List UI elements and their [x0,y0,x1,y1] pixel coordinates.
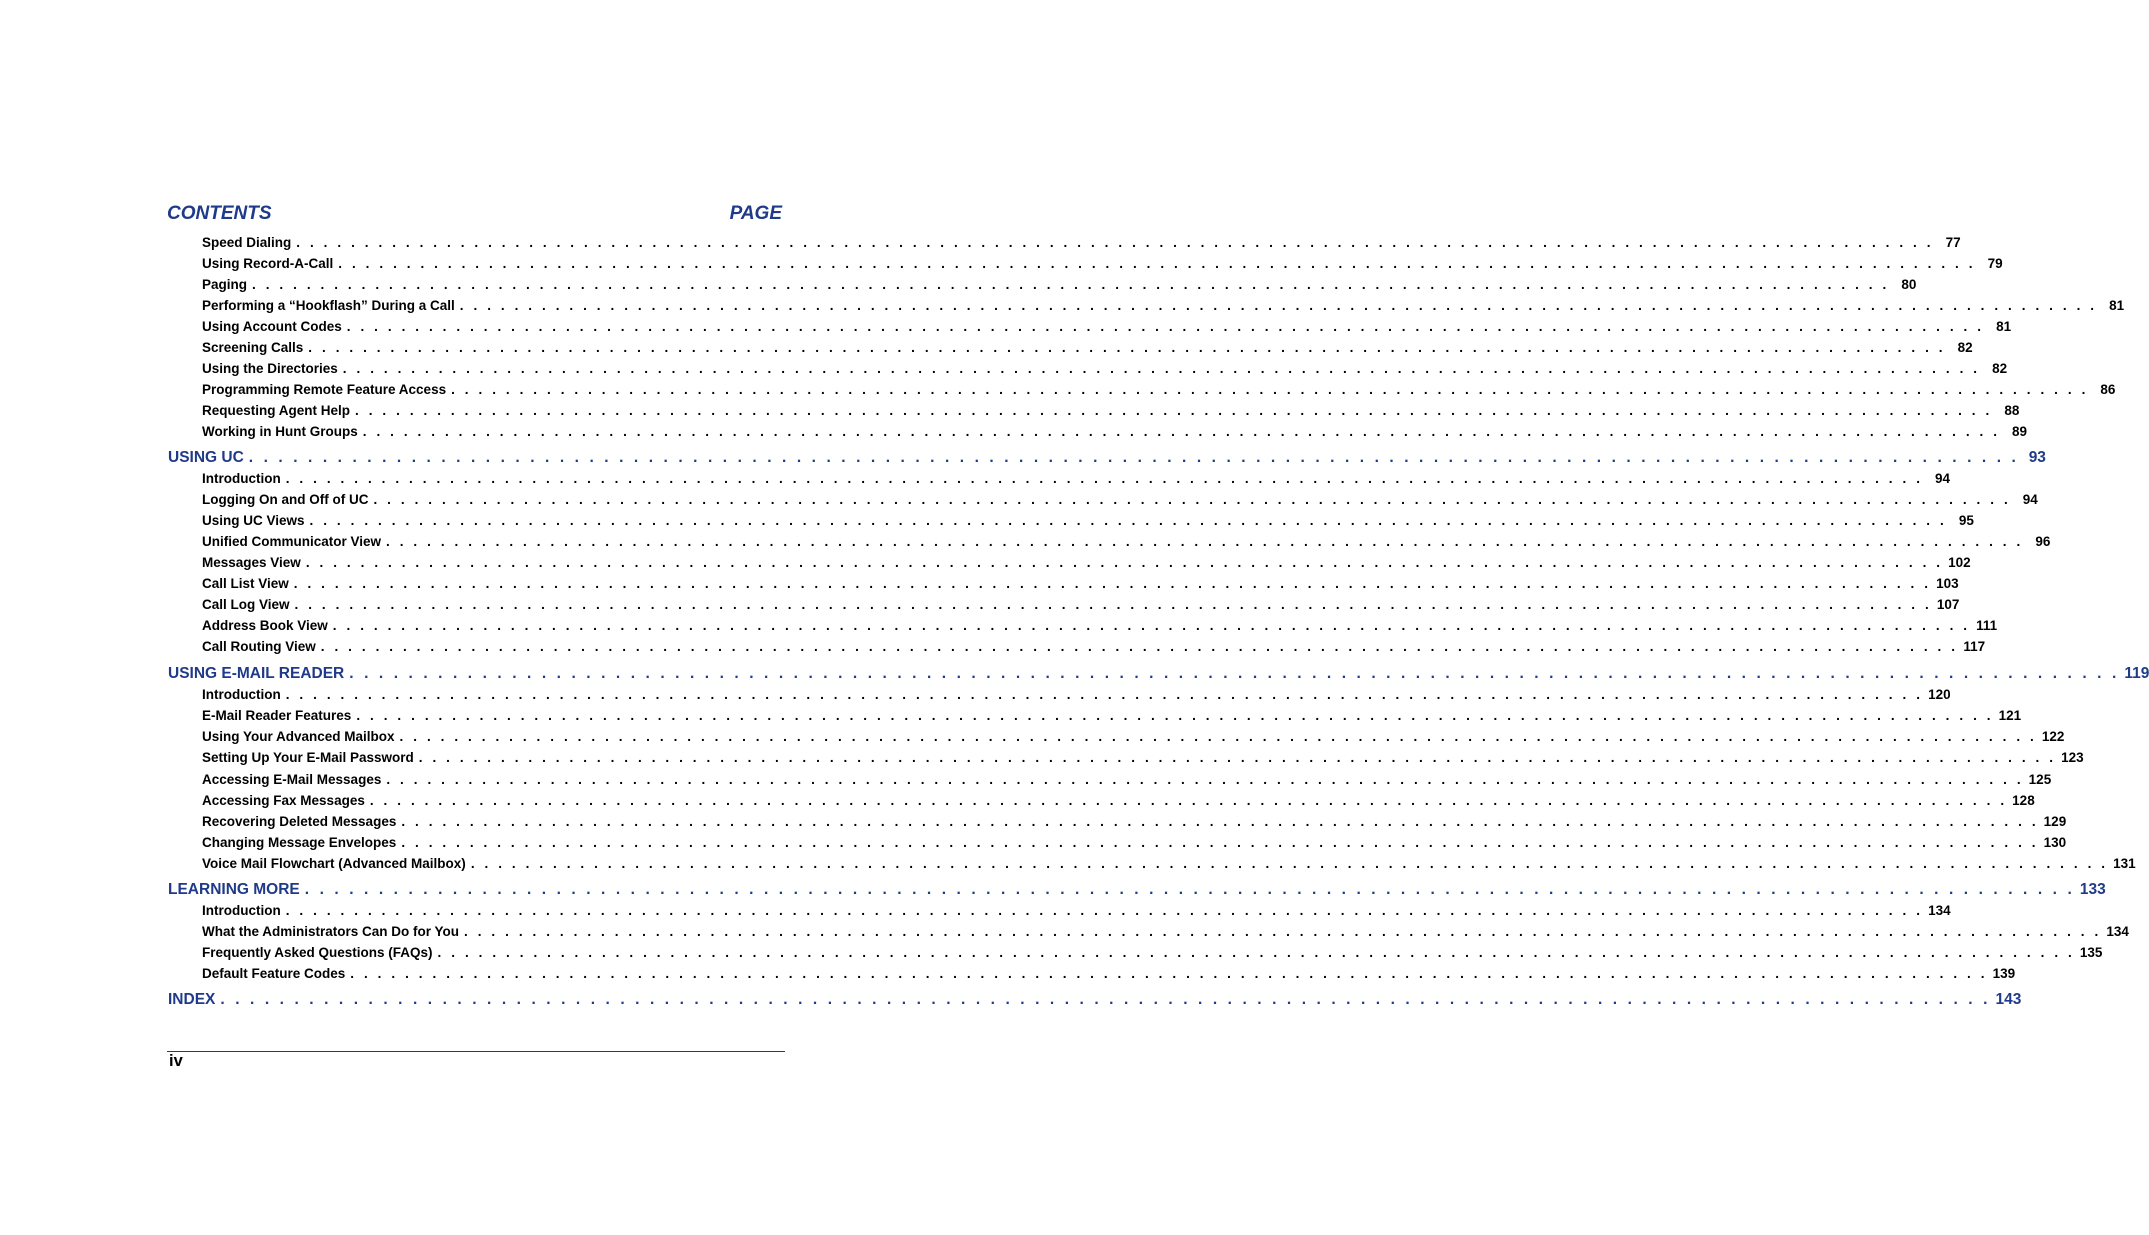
toc-title: Working in Hunt Groups [202,424,358,439]
toc-entry-row[interactable] [202,513,1974,528]
toc-entry-row[interactable] [202,639,1986,654]
dot-leader: . . . . . . . . . . . . . . . . . . . . . . . . . . . . . . . . . . . . . . . . . . . . . . . . . . . . . . . . . . . . . . . . . . . . . . . . . . . . . . . . . . . . . . . . . . . . . . . . . . . . . . . . . . . . . . . . . . . . . . . . [342,361,1981,376]
toc-page-number: 134 [1928,903,1951,918]
toc-entry-row[interactable] [202,687,1951,702]
toc-page-number: 128 [2012,793,2035,808]
toc-title: What the Administrators Can Do for You [202,924,460,939]
toc-title: Performing a “Hookflash” During a Call [202,298,455,313]
dot-leader: . . . . . . . . . . . . . . . . . . . . . . . . . . . . . . . . . . . . . . . . . . . . . . . . . . . . . . . . . . . . . . . . . . . . . . . . . . . . . . . . . . . . . . . . . . . . . . . . . . . . . . . . . . . . . . . . . . . . . . . . [349,665,2120,682]
toc-section-row[interactable] [168,449,2046,467]
toc-page-number: 133 [2079,881,2106,898]
toc-title: USING UC [168,449,244,466]
toc-entry-row[interactable] [202,856,2136,871]
toc-title: Programming Remote Feature Access [202,382,447,397]
toc-entry-row[interactable] [202,966,2016,981]
toc-title: Setting Up Your E-Mail Password [202,750,414,765]
toc-entry-row[interactable] [202,471,1951,486]
toc-page-number: 93 [2028,449,2046,466]
toc-entry-row[interactable] [202,793,2035,808]
toc-page-number: 134 [2106,924,2129,939]
toc-title: Using Account Codes [202,319,342,334]
toc-title: Using Record-A-Call [202,256,334,271]
toc-title: Call Log View [202,597,290,612]
toc-title: Paging [202,277,248,292]
toc-title: LEARNING MORE [168,881,300,898]
toc-page-number: 143 [1995,991,2022,1008]
toc-page-number: 82 [1992,361,2008,376]
toc-page-number: 103 [1936,576,1959,591]
dot-leader: . . . . . . . . . . . . . . . . . . . . . . . . . . . . . . . . . . . . . . . . . . . . . . . . . . . . . . . . . . . . . . . . . . . . . . . . . . . . . . . . . . . . . . . . . . . . . . . . . . . . . . . . . . . . . . . . . . . . . . . . [304,881,2075,898]
toc-page-number: 125 [2028,772,2052,787]
toc-entry-row[interactable] [202,772,2052,787]
dot-leader: . . . . . . . . . . . . . . . . . . . . . . . . . . . . . . . . . . . . . . . . . . . . . . . . . . . . . . . . . . . . . . . . . . . . . . . . . . . . . . . . . . . . . . . . . . . . . . . . . . . . . . . . . . . . . . . . . . . . . . . . [332,618,1971,633]
dot-leader: . . . . . . . . . . . . . . . . . . . . . . . . . . . . . . . . . . . . . . . . . . . . . . . . . . . . . . . . . . . . . . . . . . . . . . . . . . . . . . . . . . . . . . . . . . . . . . . . . . . . . . . . . . . . . . . . . . . . . . . . [308,340,1946,355]
toc-title: Unified Communicator View [202,534,382,549]
toc-title: Requesting Agent Help [202,403,351,418]
toc-page-number: 107 [1936,597,1960,612]
dot-leader: . . . . . . . . . . . . . . . . . . . . . . . . . . . . . . . . . . . . . . . . . . . . . . . . . . . . . . . . . . . . . . . . . . . . . . . . . . . . . . . . . . . . . . . . . . . . . . . . . . . . . . . . . . . . . . . . . . . . . . . . [399,729,2037,744]
toc-header [167,203,782,229]
toc-page-number: 94 [1935,471,1951,486]
toc-page-number: 82 [1957,340,1973,355]
toc-section-row[interactable] [168,665,2149,683]
toc-entry-row[interactable] [202,924,2129,939]
dot-leader: . . . . . . . . . . . . . . . . . . . . . . . . . . . . . . . . . . . . . . . . . . . . . . . . . . . . . . . . . . . . . . . . . . . . . . . . . . . . . . . . . . . . . . . . . . . . . . . . . . . . . . . . . . . . . . . . . . . . . . . . [285,903,1924,918]
dot-leader: . . . . . . . . . . . . . . . . . . . . . . . . . . . . . . . . . . . . . . . . . . . . . . . . . . . . . . . . . . . . . . . . . . . . . . . . . . . . . . . . . . . . . . . . . . . . . . . . . . . . . . . . . . . . . . . . . . . . . . . . [418,750,2057,765]
dot-leader: . . . . . . . . . . . . . . . . . . . . . . . . . . . . . . . . . . . . . . . . . . . . . . . . . . . . . . . . . . . . . . . . . . . . . . . . . . . . . . . . . . . . . . . . . . . . . . . . . . . . . . . . . . . . . . . . . . . . . . . . [355,403,1993,418]
dot-leader: . . . . . . . . . . . . . . . . . . . . . . . . . . . . . . . . . . . . . . . . . . . . . . . . . . . . . . . . . . . . . . . . . . . . . . . . . . . . . . . . . . . . . . . . . . . . . . . . . . . . . . . . . . . . . . . . . . . . . . . . [248,449,2019,466]
toc-title: Changing Message Envelopes [202,835,397,850]
toc-page-number: 122 [2041,729,2065,744]
toc-page-number: 119 [2124,665,2149,682]
dot-leader: . . . . . . . . . . . . . . . . . . . . . . . . . . . . . . . . . . . . . . . . . . . . . . . . . . . . . . . . . . . . . . . . . . . . . . . . . . . . . . . . . . . . . . . . . . . . . . . . . . . . . . . . . . . . . . . . . . . . . . . . [464,924,2102,939]
dot-leader: . . . . . . . . . . . . . . . . . . . . . . . . . . . . . . . . . . . . . . . . . . . . . . . . . . . . . . . . . . . . . . . . . . . . . . . . . . . . . . . . . . . . . . . . . . . . . . . . . . . . . . . . . . . . . . . . . . . . . . . . [252,277,1890,292]
toc-section-row[interactable] [168,991,2022,1009]
toc-title: Recovering Deleted Messages [202,814,397,829]
toc-entry-row[interactable] [202,729,2065,744]
toc-entry-row[interactable] [202,277,1917,292]
toc-entry-row[interactable] [202,945,2103,960]
toc-title: E-Mail Reader Features [202,708,352,723]
dot-leader: . . . . . . . . . . . . . . . . . . . . . . . . . . . . . . . . . . . . . . . . . . . . . . . . . . . . . . . . . . . . . . . . . . . . . . . . . . . . . . . . . . . . . . . . . . . . . . . . . . . . . . . . . . . . . . . . . . . . . . . . [470,856,2109,871]
toc-page-number: 95 [1958,513,1974,528]
dot-leader: . . . . . . . . . . . . . . . . . . . . . . . . . . . . . . . . . . . . . . . . . . . . . . . . . . . . . . . . . . . . . . . . . . . . . . . . . . . . . . . . . . . . . . . . . . . . . . . . . . . . . . . . . . . . . . . . . . . . . . . . [401,814,2039,829]
toc-entry-row[interactable] [202,708,2022,723]
dot-leader: . . . . . . . . . . . . . . . . . . . . . . . . . . . . . . . . . . . . . . . . . . . . . . . . . . . . . . . . . . . . . . . . . . . . . . . . . . . . . . . . . . . . . . . . . . . . . . . . . . . . . . . . . . . . . . . . . . . . . . . . [294,597,1932,612]
toc-page-number: 102 [1948,555,1971,570]
toc-title: Call List View [202,576,289,591]
toc-title: Speed Dialing [202,235,292,250]
dot-leader: . . . . . . . . . . . . . . . . . . . . . . . . . . . . . . . . . . . . . . . . . . . . . . . . . . . . . . . . . . . . . . . . . . . . . . . . . . . . . . . . . . . . . . . . . . . . . . . . . . . . . . . . . . . . . . . . . . . . . . . . [320,639,1959,654]
toc-entry-row[interactable] [202,403,2020,418]
toc-page-number: 139 [1992,966,2016,981]
toc-entry-row[interactable] [202,319,2012,334]
dot-leader: . . . . . . . . . . . . . . . . . . . . . . . . . . . . . . . . . . . . . . . . . . . . . . . . . . . . . . . . . . . . . . . . . . . . . . . . . . . . . . . . . . . . . . . . . . . . . . . . . . . . . . . . . . . . . . . . . . . . . . . . [338,256,1976,271]
toc-page-number: 94 [2022,492,2038,507]
dot-leader: . . . . . . . . . . . . . . . . . . . . . . . . . . . . . . . . . . . . . . . . . . . . . . . . . . . . . . . . . . . . . . . . . . . . . . . . . . . . . . . . . . . . . . . . . . . . . . . . . . . . . . . . . . . . . . . . . . . . . . . . [451,382,2089,397]
toc-title: Call Routing View [202,639,316,654]
contents-heading: CONTENTS [167,203,272,224]
toc-page-number: 120 [1928,687,1951,702]
dot-leader: . . . . . . . . . . . . . . . . . . . . . . . . . . . . . . . . . . . . . . . . . . . . . . . . . . . . . . . . . . . . . . . . . . . . . . . . . . . . . . . . . . . . . . . . . . . . . . . . . . . . . . . . . . . . . . . . . . . . . . . . [285,687,1924,702]
toc-page-number: 117 [1963,639,1986,654]
toc-title: Frequently Asked Questions (FAQs) [202,945,433,960]
dot-leader: . . . . . . . . . . . . . . . . . . . . . . . . . . . . . . . . . . . . . . . . . . . . . . . . . . . . . . . . . . . . . . . . . . . . . . . . . . . . . . . . . . . . . . . . . . . . . . . . . . . . . . . . . . . . . . . . . . . . . . . . [386,772,2024,787]
toc-page-number: 123 [2061,750,2084,765]
dot-leader: . . . . . . . . . . . . . . . . . . . . . . . . . . . . . . . . . . . . . . . . . . . . . . . . . . . . . . . . . . . . . . . . . . . . . . . . . . . . . . . . . . . . . . . . . . . . . . . . . . . . . . . . . . . . . . . . . . . . . . . . [459,298,2098,313]
toc-page-number: 130 [2043,835,2067,850]
toc-title: Messages View [202,555,301,570]
toc-page-number: 80 [1901,277,1917,292]
page-number: iv [169,1052,183,1070]
toc-title: Voice Mail Flowchart (Advanced Mailbox) [202,856,466,871]
toc-title: Using UC Views [202,513,305,528]
toc-page-number: 88 [2004,403,2020,418]
dot-leader: . . . . . . . . . . . . . . . . . . . . . . . . . . . . . . . . . . . . . . . . . . . . . . . . . . . . . . . . . . . . . . . . . . . . . . . . . . . . . . . . . . . . . . . . . . . . . . . . . . . . . . . . . . . . . . . . . . . . . . . . [437,945,2075,960]
toc-page-number: 135 [2079,945,2103,960]
toc-title: Using Your Advanced Mailbox [202,729,395,744]
dot-leader: . . . . . . . . . . . . . . . . . . . . . . . . . . . . . . . . . . . . . . . . . . . . . . . . . . . . . . . . . . . . . . . . . . . . . . . . . . . . . . . . . . . . . . . . . . . . . . . . . . . . . . . . . . . . . . . . . . . . . . . . [362,424,2001,439]
dot-leader: . . . . . . . . . . . . . . . . . . . . . . . . . . . . . . . . . . . . . . . . . . . . . . . . . . . . . . . . . . . . . . . . . . . . . . . . . . . . . . . . . . . . . . . . . . . . . . . . . . . . . . . . . . . . . . . . . . . . . . . . [386,534,2024,549]
dot-leader: . . . . . . . . . . . . . . . . . . . . . . . . . . . . . . . . . . . . . . . . . . . . . . . . . . . . . . . . . . . . . . . . . . . . . . . . . . . . . . . . . . . . . . . . . . . . . . . . . . . . . . . . . . . . . . . . . . . . . . . . [346,319,1985,334]
toc-title: USING E-MAIL READER [168,665,345,682]
toc-page-number: 86 [2100,382,2116,397]
toc-page-number: 129 [2043,814,2067,829]
toc-entry-row[interactable] [202,492,2038,507]
toc-entry-row[interactable] [202,814,2067,829]
dot-leader: . . . . . . . . . . . . . . . . . . . . . . . . . . . . . . . . . . . . . . . . . . . . . . . . . . . . . . . . . . . . . . . . . . . . . . . . . . . . . . . . . . . . . . . . . . . . . . . . . . . . . . . . . . . . . . . . . . . . . . . . [350,966,1988,981]
toc-title: Accessing E-Mail Messages [202,772,382,787]
toc-page-number: 81 [1996,319,2012,334]
toc-title: Default Feature Codes [202,966,346,981]
dot-leader: . . . . . . . . . . . . . . . . . . . . . . . . . . . . . . . . . . . . . . . . . . . . . . . . . . . . . . . . . . . . . . . . . . . . . . . . . . . . . . . . . . . . . . . . . . . . . . . . . . . . . . . . . . . . . . . . . . . . . . . . [369,793,2008,808]
toc-title: Using the Directories [202,361,338,376]
dot-leader: . . . . . . . . . . . . . . . . . . . . . . . . . . . . . . . . . . . . . . . . . . . . . . . . . . . . . . . . . . . . . . . . . . . . . . . . . . . . . . . . . . . . . . . . . . . . . . . . . . . . . . . . . . . . . . . . . . . . . . . . [220,991,1991,1008]
toc-entry-row[interactable] [202,424,2028,439]
toc-title: INDEX [168,991,216,1008]
dot-leader: . . . . . . . . . . . . . . . . . . . . . . . . . . . . . . . . . . . . . . . . . . . . . . . . . . . . . . . . . . . . . . . . . . . . . . . . . . . . . . . . . . . . . . . . . . . . . . . . . . . . . . . . . . . . . . . . . . . . . . . . [309,513,1947,528]
footer-rule [167,1051,785,1052]
toc-entry-row[interactable] [202,750,2084,765]
toc-entry-row[interactable] [202,618,1998,633]
toc-page-number: 89 [2012,424,2028,439]
toc-title: Address Book View [202,618,328,633]
toc-title: Logging On and Off of UC [202,492,369,507]
toc-page-number: 77 [1945,235,1961,250]
toc-page-number: 96 [2035,534,2051,549]
dot-leader: . . . . . . . . . . . . . . . . . . . . . . . . . . . . . . . . . . . . . . . . . . . . . . . . . . . . . . . . . . . . . . . . . . . . . . . . . . . . . . . . . . . . . . . . . . . . . . . . . . . . . . . . . . . . . . . . . . . . . . . . [305,555,1944,570]
page-column-heading: PAGE [729,203,782,224]
dot-leader: . . . . . . . . . . . . . . . . . . . . . . . . . . . . . . . . . . . . . . . . . . . . . . . . . . . . . . . . . . . . . . . . . . . . . . . . . . . . . . . . . . . . . . . . . . . . . . . . . . . . . . . . . . . . . . . . . . . . . . . . [401,835,2039,850]
toc-entry-row[interactable] [202,256,2003,271]
toc-section-row[interactable] [168,881,2106,899]
dot-leader: . . . . . . . . . . . . . . . . . . . . . . . . . . . . . . . . . . . . . . . . . . . . . . . . . . . . . . . . . . . . . . . . . . . . . . . . . . . . . . . . . . . . . . . . . . . . . . . . . . . . . . . . . . . . . . . . . . . . . . . . [293,576,1932,591]
toc-entry-row[interactable] [202,597,1960,612]
toc-entry-row[interactable] [202,340,1973,355]
toc-title: Screening Calls [202,340,304,355]
toc-entry-row[interactable] [202,903,1951,918]
toc-entry-row[interactable] [202,576,1959,591]
toc-entry-row[interactable] [202,235,1961,250]
toc-page-number: 131 [2113,856,2136,871]
toc-entry-row[interactable] [202,835,2067,850]
toc-title: Introduction [202,687,281,702]
toc-entry-row[interactable] [202,361,2008,376]
dot-leader: . . . . . . . . . . . . . . . . . . . . . . . . . . . . . . . . . . . . . . . . . . . . . . . . . . . . . . . . . . . . . . . . . . . . . . . . . . . . . . . . . . . . . . . . . . . . . . . . . . . . . . . . . . . . . . . . . . . . . . . . [285,471,1924,486]
toc-page-number: 111 [1976,618,1998,633]
toc-entry-row[interactable] [202,534,2051,549]
toc-title: Accessing Fax Messages [202,793,365,808]
dot-leader: . . . . . . . . . . . . . . . . . . . . . . . . . . . . . . . . . . . . . . . . . . . . . . . . . . . . . . . . . . . . . . . . . . . . . . . . . . . . . . . . . . . . . . . . . . . . . . . . . . . . . . . . . . . . . . . . . . . . . . . . [356,708,1994,723]
toc-page-number: 79 [1987,256,2003,271]
toc-page-number: 81 [2109,298,2125,313]
toc-title: Introduction [202,471,281,486]
toc-entry-row[interactable] [202,382,2116,397]
toc-title: Introduction [202,903,281,918]
toc-entry-row[interactable] [202,555,1971,570]
dot-leader: . . . . . . . . . . . . . . . . . . . . . . . . . . . . . . . . . . . . . . . . . . . . . . . . . . . . . . . . . . . . . . . . . . . . . . . . . . . . . . . . . . . . . . . . . . . . . . . . . . . . . . . . . . . . . . . . . . . . . . . . [296,235,1934,250]
dot-leader: . . . . . . . . . . . . . . . . . . . . . . . . . . . . . . . . . . . . . . . . . . . . . . . . . . . . . . . . . . . . . . . . . . . . . . . . . . . . . . . . . . . . . . . . . . . . . . . . . . . . . . . . . . . . . . . . . . . . . . . . [373,492,2011,507]
toc-page-number: 121 [1998,708,2022,723]
toc-entry-row[interactable] [202,298,2125,313]
